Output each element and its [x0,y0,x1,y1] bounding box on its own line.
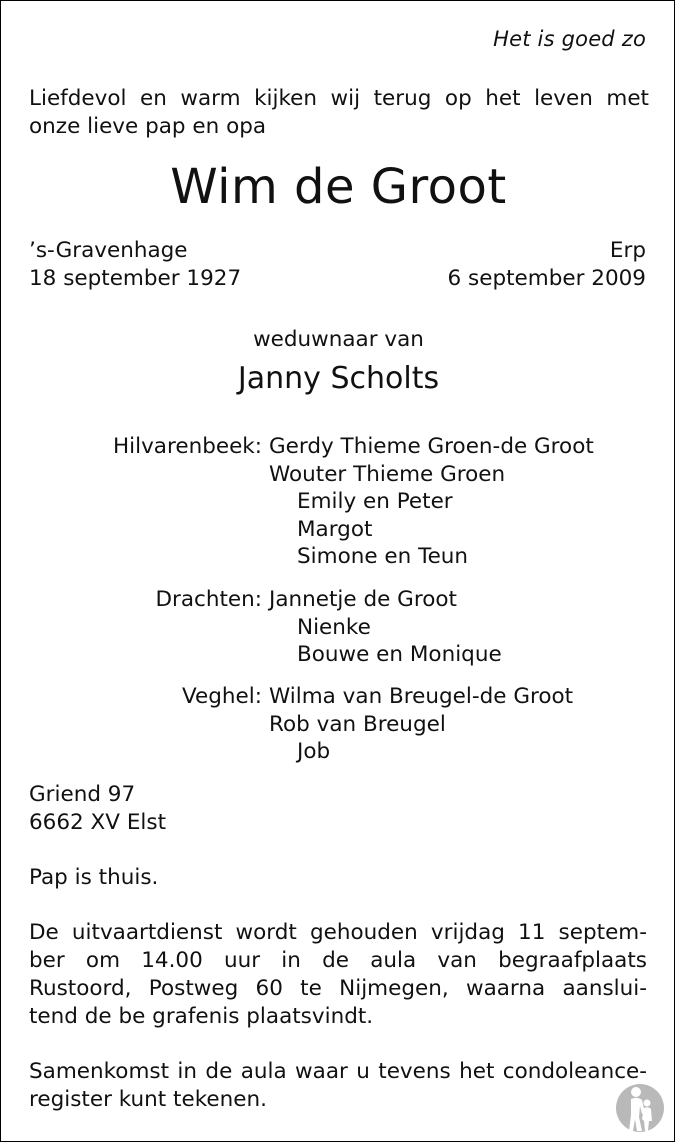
deceased-name: Wim de Groot [170,159,507,215]
family-child: Job [297,739,331,764]
mourning-figure-icon [615,1081,665,1135]
widower-label: weduwnaar van [253,327,424,352]
family-parent: Wouter Thieme Groen [269,461,506,487]
home-address [29,781,166,837]
family-parent: Wilma van Breugel-de Groot [269,684,574,709]
birth-date: 18 september 1927 [29,266,242,291]
family-child: Margot [297,516,373,542]
family-parent: Jannetje de Groot [269,587,457,612]
family-child: Emily en Peter [297,489,453,514]
family-place: Drachten: [155,587,262,612]
family-place: Hilvarenbeek: [112,434,262,459]
gathering-line: Samenkomst in de aula waar u tevens het condoleance- [29,1059,647,1084]
intro-line-2: onze lieve pap en opa [29,114,267,139]
family-names [269,683,573,766]
motto: Het is goed zo [493,27,646,51]
intro-text [29,85,649,141]
family-place: Veghel: [182,684,262,709]
service-line: tend de be grafenis plaatsvindt. [29,1004,374,1029]
family-child: Nienke [297,614,371,640]
birth-info [29,237,241,293]
gathering-details [29,1058,647,1114]
family-names [269,433,594,571]
service-line: De uitvaartdienst wordt gehouden vrijdag 11 septem- [29,920,647,945]
service-line: ber om 14.00 uur in de aula van begraafplaats [29,948,647,973]
death-info [448,237,646,293]
birth-place: ’s-Gravenhage [29,238,188,263]
death-date: 6 september 2009 [447,266,646,291]
family-parent: Rob van Breugel [269,711,446,737]
death-place: Erp [609,238,646,263]
home-note: Pap is thuis. [29,865,159,890]
family-child: Simone en Teun [297,544,469,569]
gathering-line: register kunt tekenen. [29,1087,267,1112]
intro-line-1: Liefdevol en warm kijken wij terug op het leven met [29,86,649,111]
family-names [269,586,502,669]
service-line: Rustoord, Postweg 60 te Nijmegen, waarna aanslui- [29,976,647,1001]
family-parent: Gerdy Thieme Groen-de Groot [269,434,594,459]
address-street: Griend 97 [29,782,136,807]
family-child: Bouwe en Monique [297,642,502,667]
address-city: 6662 XV Elst [29,810,167,835]
service-details [29,919,647,1031]
spouse-name: Janny Scholts [237,361,440,396]
